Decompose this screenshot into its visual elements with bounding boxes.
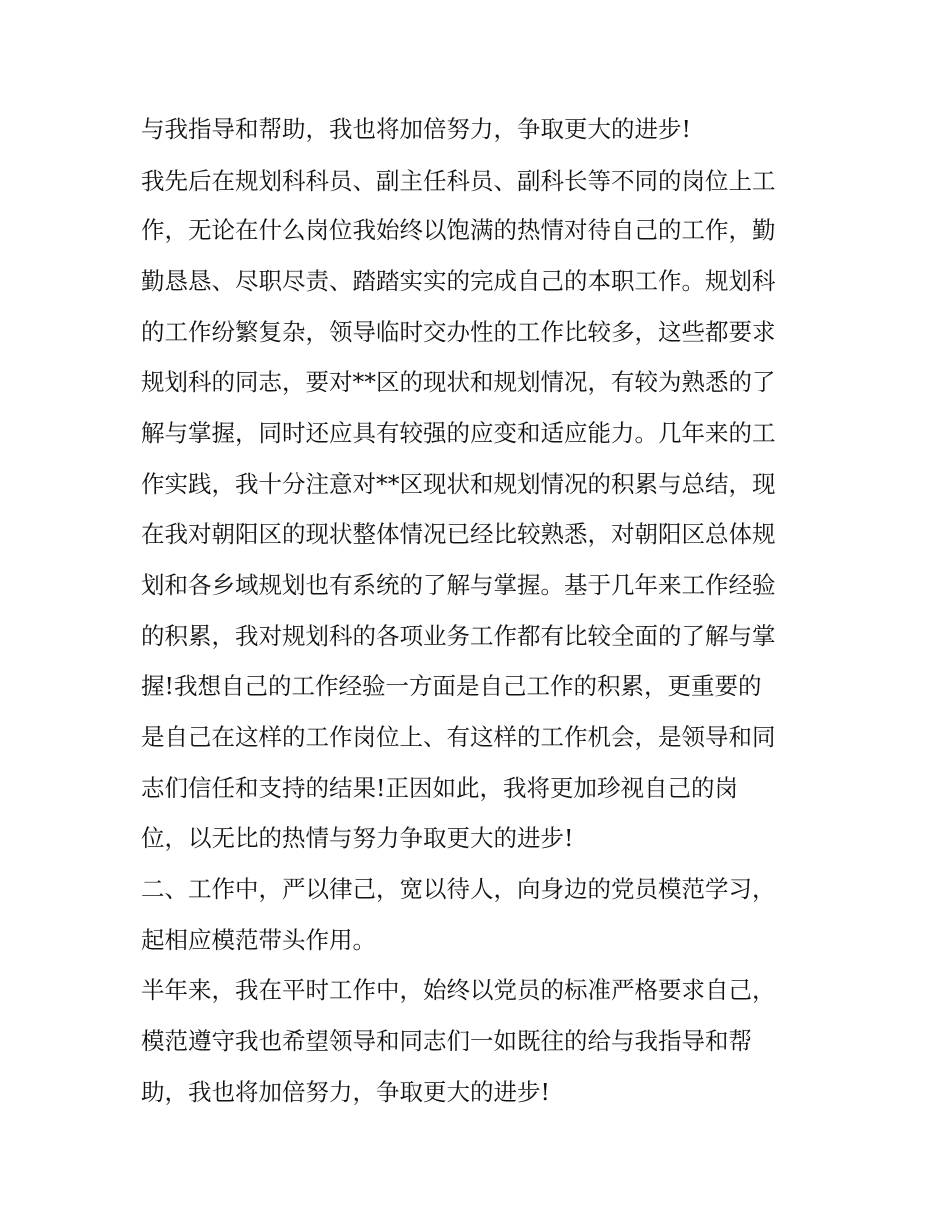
text-line: 在我对朝阳区的现状整体情况已经比较熟悉，对朝阳区总体规 — [141, 520, 776, 548]
text-line: 规划科的同志，要对**区的现状和规划情况，有较为熟悉的了 — [141, 368, 776, 396]
text-line: 的积累，我对规划科的各项业务工作都有比较全面的了解与掌 — [141, 622, 776, 650]
text-line: 起相应模范带头作用。 — [141, 926, 376, 954]
text-line: 解与掌握，同时还应具有较强的应变和适应能力。几年来的工 — [141, 419, 776, 447]
text-line: 半年来，我在平时工作中，始终以党员的标准严格要求自己， — [141, 976, 776, 1004]
text-line: 位，以无比的热情与努力争取更大的进步! — [141, 824, 574, 852]
text-line: 与我指导和帮助，我也将加倍努力，争取更大的进步! — [141, 115, 691, 143]
text-line: 模范遵守我也希望领导和同志们一如既往的给与我指导和帮 — [141, 1027, 752, 1055]
text-line: 二、工作中，严以律己，宽以待人，向身边的党员模范学习， — [141, 875, 776, 903]
text-line: 助，我也将加倍努力，争取更大的进步! — [141, 1078, 550, 1106]
text-line: 志们信任和支持的结果!正因如此，我将更加珍视自己的岗 — [141, 774, 738, 802]
text-line: 勤恳恳、尽职尽责、踏踏实实的完成自己的本职工作。规划科 — [141, 267, 776, 295]
text-line: 作，无论在什么岗位我始终以饱满的热情对待自己的工作，勤 — [141, 216, 776, 244]
text-line: 的工作纷繁复杂，领导临时交办性的工作比较多，这些都要求 — [141, 318, 776, 346]
text-line: 是自己在这样的工作岗位上、有这样的工作机会，是领导和同 — [141, 723, 776, 751]
text-line: 划和各乡域规划也有系统的了解与掌握。基于几年来工作经验 — [141, 571, 776, 599]
text-line: 我先后在规划科科员、副主任科员、副科长等不同的岗位上工 — [141, 167, 776, 195]
text-line: 作实践，我十分注意对**区现状和规划情况的积累与总结，现 — [141, 470, 776, 498]
text-line: 握!我想自己的工作经验一方面是自己工作的积累，更重要的 — [141, 672, 762, 700]
